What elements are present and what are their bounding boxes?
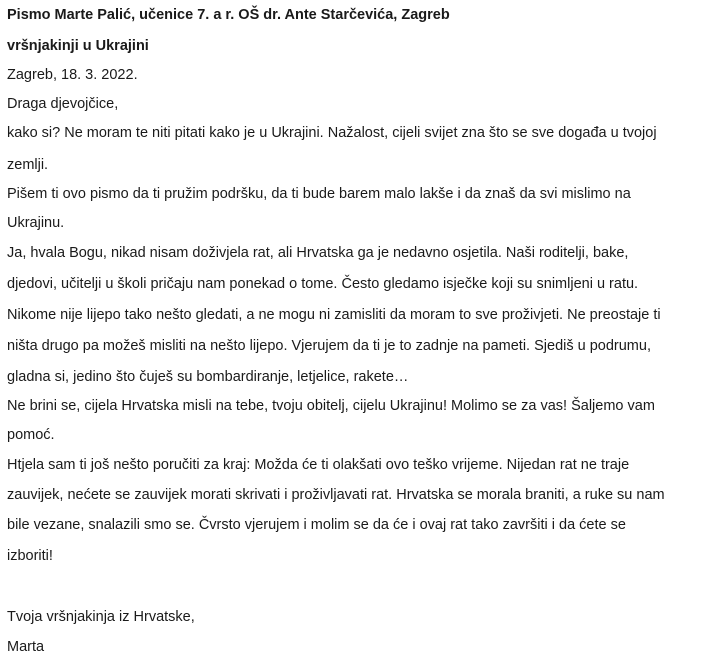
letter-body-line: Ja, hvala Bogu, nikad nisam doživjela rat, ali Hrvatska ga je nedavno osjetila. Naši roditelji, bake, xyxy=(7,245,629,261)
letter-heading-author: Pismo Marte Palić, učenice 7. a r. OŠ dr. Ante Starčevića, Zagreb xyxy=(7,7,450,23)
letter-body-line: Ukrajinu. xyxy=(7,215,65,231)
letter-closing: Tvoja vršnjakinja iz Hrvatske, xyxy=(7,609,195,625)
letter-body-line: gladna si, jedino što čuješ su bombardiranje, letjelice, rakete… xyxy=(7,369,409,385)
letter-heading-recipient: vršnjakinji u Ukrajini xyxy=(7,38,149,54)
letter-body-line: Pišem ti ovo pismo da ti pružim podršku, da ti bude barem malo lakše i da znaš da svi mislimo na xyxy=(7,186,631,202)
letter-signature: Marta xyxy=(7,639,45,655)
letter-body-line: djedovi, učitelji u školi pričaju nam ponekad o tome. Često gledamo isječke koji su snimljeni u ratu. xyxy=(7,276,639,292)
letter-body-line: Nikome nije lijepo tako nešto gledati, a ne mogu ni zamisliti da moram to sve proživjeti. Ne preostaje ti xyxy=(7,307,661,323)
letter-body-line: ništa drugo pa možeš misliti na nešto lijepo. Vjerujem da ti je to zadnje na pameti. Sjediš u podrumu, xyxy=(7,338,651,354)
letter-body-line: zemlji. xyxy=(7,157,49,173)
letter-body-line: pomoć. xyxy=(7,427,55,443)
letter-body-line: bile vezane, snalazili smo se. Čvrsto vjerujem i molim se da će i ovaj rat tako završiti i da ćete se xyxy=(7,517,626,533)
letter-body-line: kako si? Ne moram te niti pitati kako je u Ukrajini. Nažalost, cijeli svijet zna što se sve događa u tvojoj xyxy=(7,125,657,141)
letter-place-date: Zagreb, 18. 3. 2022. xyxy=(7,67,138,83)
letter-body-line: zauvijek, nećete se zauvijek morati skrivati i proživljavati rat. Hrvatska se morala braniti, a ruke su nam xyxy=(7,487,665,503)
letter-body-line: Ne brini se, cijela Hrvatska misli na tebe, tvoju obitelj, cijelu Ukrajinu! Molimo se za vas! Šaljemo vam xyxy=(7,398,655,414)
letter-greeting: Draga djevojčice, xyxy=(7,96,119,112)
letter-body-line: izboriti! xyxy=(7,548,53,564)
letter-body-line: Htjela sam ti još nešto poručiti za kraj: Možda će ti olakšati ovo teško vrijeme. Nijedan rat ne traje xyxy=(7,457,630,473)
